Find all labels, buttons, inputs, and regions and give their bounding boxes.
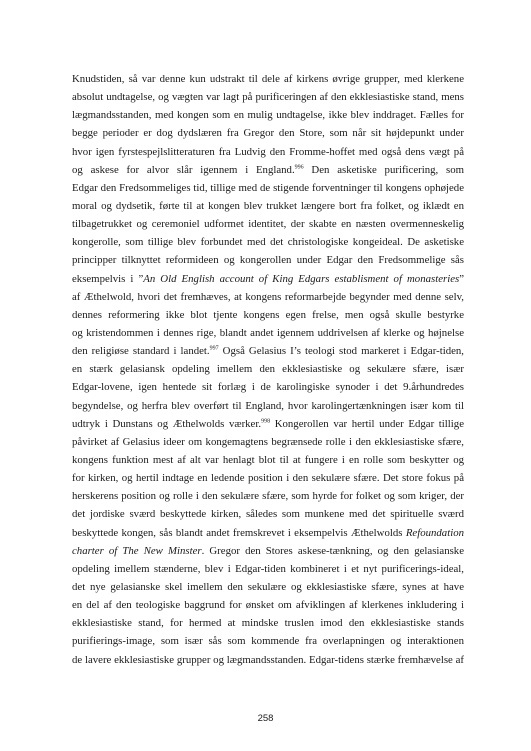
text-line: [72, 378, 464, 396]
text-segment: en del af den teologiske baggrund for ønsket om afviklingen af klerkenes inkludering i: [72, 599, 464, 612]
text-segment: dennes reformering ikke blot tjente kongens egen frelse, men også skulle bestyrke: [72, 308, 464, 321]
footnote-marker: 996: [294, 164, 304, 171]
text-line: [72, 505, 464, 523]
text-segment: Kongerollen var hertil under Edgar tillige: [274, 417, 464, 430]
text-segment: begge perioder er dog dydslæren fra Gregor den Store, som når sit højdepunkt under: [72, 127, 464, 140]
page-number: 258: [257, 713, 274, 724]
text-segment: kongerolle, som tillige blev forbundet med det christologiske kongeideal. De asketiske: [72, 236, 464, 249]
text-segment: påvirket af Gelasius ideer om kongemagtens begrænsede rolle i den ekklesiastiske sfære,: [72, 435, 464, 448]
text-line: [72, 324, 464, 342]
text-line: [72, 70, 464, 88]
text-segment: Den asketiske purificering, som: [311, 163, 464, 176]
text-line: [72, 106, 464, 124]
text-segment: beskyttede kongen, sås blandt andet fremskrevet i eksempelvis Æthelwolds: [72, 526, 406, 539]
text-line: [72, 270, 464, 288]
italic-text: An Old English account of King Edgars establisment of monasteries: [143, 272, 460, 285]
text-segment: det jordiske sværd beskyttede kirken, således som munkene med det spirituelle sværd: [72, 508, 464, 521]
text-segment: Edgar-lovene, igen hentede sit forlæg i de karolingiske synoder i det 9.århundredes: [72, 381, 464, 394]
text-line: [72, 88, 464, 106]
text-line: [72, 487, 464, 505]
text-segment: ”: [459, 272, 464, 285]
body-text: [72, 70, 464, 669]
text-line: [72, 632, 464, 650]
text-segment: begyndelse, og herfra blev overført til England, hvor karolingertænkningen især kom til: [72, 399, 464, 412]
text-segment: herskerens position og rolle i den sekulære sfære, som hyrde for folket og som kriger, der: [72, 490, 464, 503]
text-line: [72, 397, 464, 415]
text-line: [72, 306, 464, 324]
text-segment: Knudstiden, så var denne kun udstrakt til dele af kirkens øvrige grupper, med klerkene: [72, 73, 464, 85]
text-segment: det nye gelasianske skel imellem den sekulære og ekklesiastiske sfære, synes at have: [72, 580, 464, 593]
text-segment: Også Gelasius I’s teologi stod markeret i Edgar-tiden,: [222, 345, 464, 358]
text-line: [72, 614, 464, 632]
text-line: [72, 161, 464, 179]
italic-text: Refoundation: [405, 526, 464, 539]
text-segment: de lavere ekklesiastiske grupper og lægmandsstanden. Edgar-tidens stærke fremhævelse af: [72, 653, 464, 666]
text-segment: opdeling imellem stænderne, blev i Edgar-tiden kombineret i et nyt purificerings-ideal,: [72, 562, 464, 575]
text-line: [72, 360, 464, 378]
text-segment: purifierings-image, som især sås som kommende fra overlapningen og interaktionen: [72, 635, 464, 648]
text-line: [72, 251, 464, 269]
text-segment: kongens funktion mest af alt var henlagt blot til at fungere i en rolle som beskytter og: [72, 453, 464, 466]
text-segment: ekklesiastiske stand, for hermed at mindske truslen imod den ekklesiastiske stands: [72, 617, 464, 630]
text-line: [72, 578, 464, 596]
text-line: [72, 233, 464, 251]
italic-text: charter of The New Minster: [72, 544, 202, 557]
text-segment: en stærk gelasiansk opdeling imellem den ekklesiastiske og sekulære sfære, især: [72, 363, 464, 376]
text-segment: den religiøse standard i landet.: [72, 345, 210, 358]
text-line: [72, 143, 464, 161]
text-line: [72, 469, 464, 487]
text-line: [72, 524, 464, 542]
text-segment: hvor igen fyrstespejlslitteraturen fra Ludvig den Fromme-hoffet med også dens vægt på: [72, 145, 464, 158]
text-segment: udtryk i Dunstans og Æthelwolds værker.: [72, 417, 262, 430]
text-segment: for kirken, og hertil indtage en ledende position i den sekulære sfære. Det store fokus på: [72, 472, 464, 485]
footnote-marker: 997: [209, 345, 219, 352]
text-line: [72, 596, 464, 614]
text-segment: tilbagetrukket og ceremoniel udformet identitet, der skabte en næsten overmenneskelig: [72, 218, 464, 231]
text-line: [72, 179, 464, 197]
text-segment: lægmandsstanden, med kongen som en mulig undtagelse, ikke blev inddraget. Fælles for: [72, 109, 464, 122]
text-segment: moral og dydsetik, førte til at kongen blev trukket længere bort fra folket, og iklædt en: [72, 199, 464, 212]
footnote-marker: 998: [261, 418, 271, 425]
text-segment: absolut undtagelse, og vægten var lagt på purificeringen af den ekklesiastiske stand, mens: [72, 91, 464, 104]
text-segment: af Æthelwold, hvori det fremhæves, at kongens reformarbejde begynder med denne selv,: [72, 290, 464, 303]
text-segment: og kristendommen i dennes rige, blandt andet igennem uddrivelsen af klerke og højnelse: [72, 326, 464, 339]
text-line: [72, 542, 464, 560]
text-line: [72, 651, 464, 669]
text-segment: . Gregor den Stores askese-tænkning, og den gelasianske: [201, 544, 464, 557]
text-segment: Edgar den Fredsommeliges tid, tillige med de stigende forventninger til kongens ophøjede: [72, 181, 464, 194]
text-line: [72, 415, 464, 433]
text-line: [72, 342, 464, 360]
text-segment: og askese for alvor slår igennem i England.: [72, 163, 295, 176]
text-line: [72, 197, 464, 215]
text-line: [72, 433, 464, 451]
text-line: [72, 560, 464, 578]
text-segment: principper tilknyttet reformideen og kongerollen under Edgar den Fredsommelige sås: [72, 254, 464, 267]
text-line: [72, 451, 464, 469]
text-line: [72, 215, 464, 233]
text-line: [72, 124, 464, 142]
text-line: [72, 288, 464, 306]
text-segment: eksempelvis i ”: [72, 272, 144, 285]
